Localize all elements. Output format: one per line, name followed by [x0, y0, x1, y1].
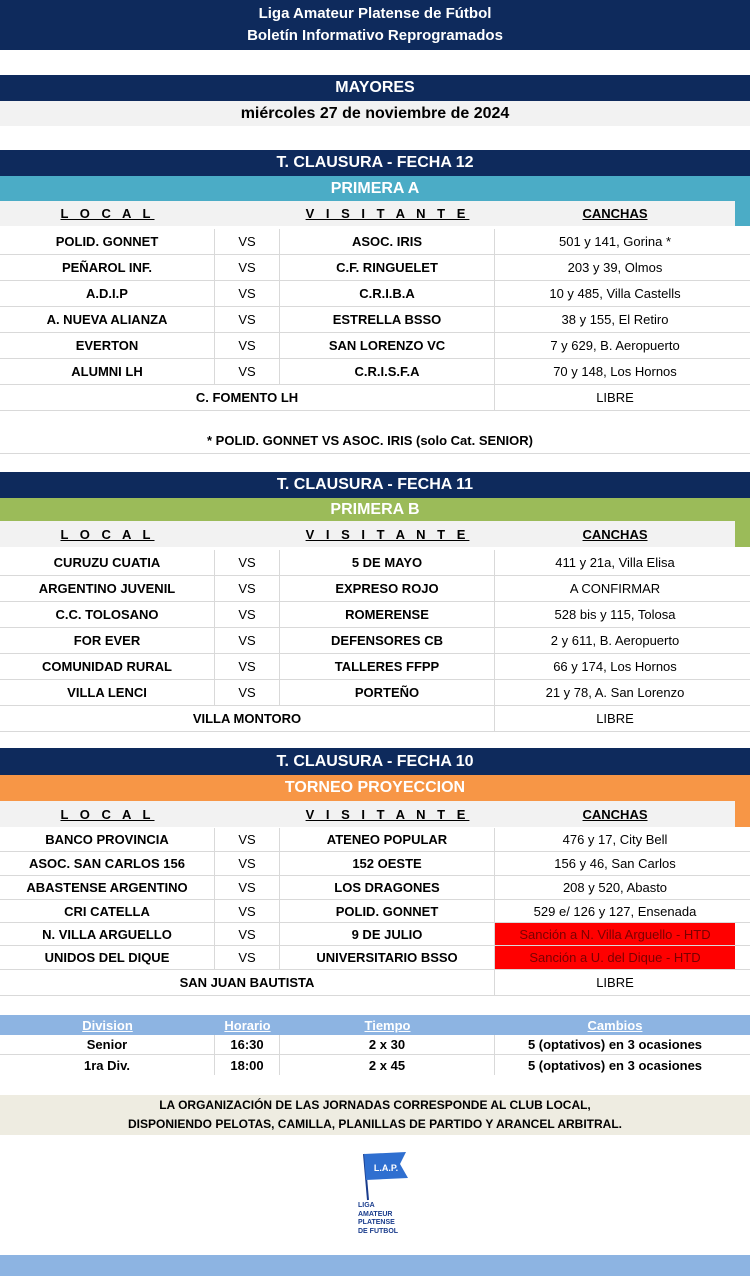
- match-row: [0, 900, 750, 923]
- away-team: ESTRELLA BSSO: [280, 307, 495, 332]
- sanction-cell: Sanción a N. Villa Arguello - HTD: [495, 923, 735, 945]
- vs-label: VS: [215, 255, 280, 280]
- home-team: EVERTON: [0, 333, 215, 358]
- vs-label: VS: [215, 852, 280, 875]
- col-local: L O C A L: [60, 206, 155, 221]
- home-team: FOR EVER: [0, 628, 215, 653]
- bulletin-subtitle: Boletín Informativo Reprogramados: [247, 27, 503, 44]
- home-team: CURUZU CUATIA: [0, 550, 215, 575]
- col-canchas: CANCHAS: [582, 526, 648, 542]
- home-team: ARGENTINO JUVENIL: [0, 576, 215, 601]
- division-edge: [735, 201, 750, 226]
- schedule-col-tiempo: Tiempo: [364, 1017, 411, 1033]
- away-team: UNIVERSITARIO BSSO: [280, 946, 495, 969]
- venue: 411 y 21a, Villa Elisa: [555, 555, 675, 570]
- bye-row: [0, 706, 750, 732]
- flag-icon: [340, 1150, 420, 1202]
- bye-label: LIBRE: [596, 711, 634, 726]
- col-local: L O C A L: [60, 526, 155, 542]
- date-banner: miércoles 27 de noviembre de 2024: [0, 101, 750, 126]
- schedule-subs: 5 (optativos) en 3 ocasiones: [527, 1057, 703, 1073]
- col-visitante: V I S I T A N T E: [305, 526, 470, 542]
- page-header: [0, 0, 750, 50]
- home-team: ABASTENSE ARGENTINO: [0, 876, 215, 899]
- schedule-subs: 5 (optativos) en 3 ocasiones: [527, 1037, 703, 1052]
- logo-line-1: LIGA: [358, 1202, 375, 1209]
- home-team: PEÑAROL INF.: [0, 255, 215, 280]
- vs-label: VS: [215, 550, 280, 575]
- venue: 208 y 520, Abasto: [562, 880, 668, 895]
- vs-label: VS: [215, 946, 280, 969]
- bye-team: SAN JUAN BAUTISTA: [0, 970, 495, 995]
- bye-team: C. FOMENTO LH: [0, 385, 495, 410]
- col-spacer: [215, 521, 280, 547]
- away-team: 5 DE MAYO: [280, 550, 495, 575]
- col-spacer: [215, 801, 280, 827]
- schedule-duration: 2 x 45: [280, 1055, 495, 1075]
- col-spacer: [215, 201, 280, 226]
- home-team: POLID. GONNET: [0, 229, 215, 254]
- schedule-time: 18:00: [215, 1055, 280, 1075]
- schedule-col-cambios: Cambios: [587, 1017, 643, 1033]
- schedule-division: 1ra Div.: [0, 1055, 215, 1075]
- home-team: C.C. TOLOSANO: [0, 602, 215, 627]
- vs-label: VS: [215, 281, 280, 306]
- venue: 70 y 148, Los Hornos: [553, 364, 677, 379]
- home-team: ASOC. SAN CARLOS 156: [0, 852, 215, 875]
- division-banner: PRIMERA A: [0, 176, 750, 201]
- home-team: A.D.I.P: [0, 281, 215, 306]
- match-row: [0, 828, 750, 852]
- schedule-time: 16:30: [215, 1035, 280, 1054]
- logo-line-4: DE FUTBOL: [358, 1227, 399, 1235]
- bye-label: LIBRE: [596, 975, 634, 990]
- svg-text:L.A.P.: L.A.P.: [373, 1163, 399, 1173]
- venue: 7 y 629, B. Aeropuerto: [550, 338, 680, 353]
- league-title: Liga Amateur Platense de Fútbol: [258, 5, 492, 22]
- match-row: [0, 307, 750, 333]
- venue: 529 e/ 126 y 127, Ensenada: [533, 903, 697, 919]
- match-row: [0, 602, 750, 628]
- venue: 38 y 155, El Retiro: [561, 312, 669, 327]
- match-row: [0, 946, 750, 970]
- venue: 476 y 17, City Bell: [562, 832, 668, 847]
- schedule-col-division: Division: [82, 1017, 133, 1033]
- schedule-division: Senior: [0, 1035, 215, 1054]
- division-edge: [735, 521, 750, 547]
- home-team: COMUNIDAD RURAL: [0, 654, 215, 679]
- bye-team: VILLA MONTORO: [0, 706, 495, 731]
- match-note: * POLID. GONNET VS ASOC. IRIS (solo Cat. SENIOR): [207, 433, 533, 448]
- bye-row: [0, 385, 750, 411]
- note-line-1: LA ORGANIZACIÓN DE LAS JORNADAS CORRESPONDE AL CLUB LOCAL,: [159, 1098, 591, 1112]
- away-team: LOS DRAGONES: [280, 876, 495, 899]
- away-team: ASOC. IRIS: [280, 229, 495, 254]
- vs-label: VS: [215, 923, 280, 945]
- venue: 21 y 78, A. San Lorenzo: [545, 685, 685, 700]
- vs-label: VS: [215, 876, 280, 899]
- away-team: EXPRESO ROJO: [280, 576, 495, 601]
- footer-bar: [0, 1255, 750, 1276]
- venue: 156 y 46, San Carlos: [554, 856, 676, 871]
- vs-label: VS: [215, 307, 280, 332]
- tournament-title: T. CLAUSURA - FECHA 10: [0, 748, 750, 775]
- home-team: UNIDOS DEL DIQUE: [0, 946, 215, 969]
- match-row: [0, 255, 750, 281]
- vs-label: VS: [215, 654, 280, 679]
- table-header: [0, 201, 735, 226]
- away-team: C.R.I.B.A: [280, 281, 495, 306]
- organization-note: [0, 1095, 750, 1135]
- vs-label: VS: [215, 333, 280, 358]
- away-team: DEFENSORES CB: [280, 628, 495, 653]
- division-banner: TORNEO PROYECCION: [0, 775, 750, 801]
- schedule-col-horario: Horario: [224, 1017, 271, 1033]
- tournament-title: T. CLAUSURA - FECHA 12: [0, 150, 750, 176]
- venue: 2 y 611, B. Aeropuerto: [550, 633, 680, 648]
- table-header: [0, 801, 735, 827]
- match-row: [0, 550, 750, 576]
- vs-label: VS: [215, 828, 280, 851]
- sanction-cell: Sanción a U. del Dique - HTD: [495, 946, 735, 969]
- match-row: [0, 333, 750, 359]
- match-row: [0, 281, 750, 307]
- home-team: BANCO PROVINCIA: [0, 828, 215, 851]
- venue: 528 bis y 115, Tolosa: [554, 607, 676, 622]
- away-team: C.R.I.S.F.A: [280, 359, 495, 384]
- match-row: [0, 680, 750, 706]
- away-team: C.F. RINGUELET: [280, 255, 495, 280]
- tournament-title: T. CLAUSURA - FECHA 11: [0, 472, 750, 498]
- col-canchas: CANCHAS: [582, 806, 648, 822]
- logo-line-3: PLATENSE: [358, 1219, 395, 1226]
- vs-label: VS: [215, 602, 280, 627]
- match-row: [0, 229, 750, 255]
- col-local: L O C A L: [60, 806, 155, 822]
- bye-label: LIBRE: [596, 390, 634, 405]
- note-line-2: DISPONIENDO PELOTAS, CAMILLA, PLANILLAS DE PARTIDO Y ARANCEL ARBITRAL.: [127, 1117, 622, 1131]
- vs-label: VS: [215, 900, 280, 922]
- match-row: [0, 359, 750, 385]
- table-header: [0, 521, 735, 547]
- away-team: 9 DE JULIO: [280, 923, 495, 945]
- schedule-duration: 2 x 30: [280, 1035, 495, 1054]
- vs-label: VS: [215, 680, 280, 705]
- away-team: SAN LORENZO VC: [280, 333, 495, 358]
- home-team: ALUMNI LH: [0, 359, 215, 384]
- division-edge: [735, 801, 750, 827]
- venue: 501 y 141, Gorina *: [558, 234, 672, 249]
- col-visitante: V I S I T A N T E: [305, 806, 470, 822]
- venue: 10 y 485, Villa Castells: [549, 286, 681, 301]
- home-team: A. NUEVA ALIANZA: [0, 307, 215, 332]
- league-logo: [340, 1150, 420, 1245]
- venue: 66 y 174, Los Hornos: [553, 659, 677, 674]
- bye-row: [0, 970, 750, 996]
- logo-line-2: AMATEUR: [358, 1210, 393, 1218]
- home-team: N. VILLA ARGUELLO: [0, 923, 215, 945]
- match-row: [0, 852, 750, 876]
- col-canchas: CANCHAS: [582, 206, 648, 221]
- schedule-row: [0, 1055, 750, 1075]
- match-row: [0, 876, 750, 900]
- away-team: ATENEO POPULAR: [280, 828, 495, 851]
- away-team: PORTEÑO: [280, 680, 495, 705]
- match-row: [0, 576, 750, 602]
- away-team: TALLERES FFPP: [280, 654, 495, 679]
- vs-label: VS: [215, 359, 280, 384]
- match-row: [0, 654, 750, 680]
- category-banner: MAYORES: [0, 75, 750, 101]
- vs-label: VS: [215, 229, 280, 254]
- match-row: [0, 923, 750, 946]
- away-team: ROMERENSE: [280, 602, 495, 627]
- vs-label: VS: [215, 628, 280, 653]
- vs-label: VS: [215, 576, 280, 601]
- venue: 203 y 39, Olmos: [567, 260, 663, 275]
- schedule-header: [0, 1015, 750, 1035]
- home-team: VILLA LENCI: [0, 680, 215, 705]
- match-row: [0, 628, 750, 654]
- away-team: POLID. GONNET: [280, 900, 495, 922]
- note-row: [0, 428, 750, 454]
- schedule-row: [0, 1035, 750, 1055]
- venue: A CONFIRMAR: [569, 581, 661, 596]
- away-team: 152 OESTE: [280, 852, 495, 875]
- home-team: CRI CATELLA: [0, 900, 215, 922]
- division-banner: PRIMERA B: [0, 498, 750, 521]
- col-visitante: V I S I T A N T E: [305, 206, 470, 221]
